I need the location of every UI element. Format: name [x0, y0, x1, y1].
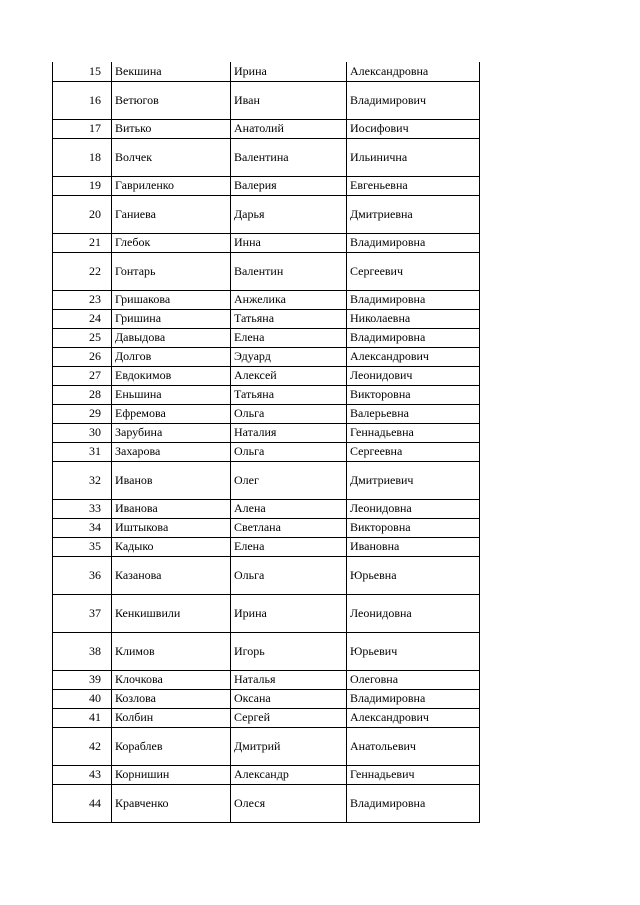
row-number-cell: 33 [53, 499, 112, 518]
patronymic-cell: Иосифович [347, 119, 480, 138]
last-name-cell: Векшина [112, 62, 231, 81]
patronymic-cell: Леонидовна [347, 499, 480, 518]
table-row [53, 366, 480, 385]
patronymic-cell: Владимировна [347, 689, 480, 708]
row-number-cell: 42 [53, 727, 112, 765]
first-name-cell: Анатолий [231, 119, 347, 138]
first-name-cell: Инна [231, 233, 347, 252]
last-name-cell: Гришина [112, 309, 231, 328]
table-row [53, 233, 480, 252]
row-number-cell: 17 [53, 119, 112, 138]
last-name-cell: Иштыкова [112, 518, 231, 537]
last-name-cell: Казанова [112, 556, 231, 594]
patronymic-cell: Викторовна [347, 518, 480, 537]
last-name-cell: Евдокимов [112, 366, 231, 385]
row-number-cell: 31 [53, 442, 112, 461]
row-number-cell: 35 [53, 537, 112, 556]
row-number-cell: 24 [53, 309, 112, 328]
last-name-cell: Волчек [112, 138, 231, 176]
first-name-cell: Светлана [231, 518, 347, 537]
first-name-cell: Оксана [231, 689, 347, 708]
last-name-cell: Клочкова [112, 670, 231, 689]
first-name-cell: Алена [231, 499, 347, 518]
table-row [53, 138, 480, 176]
last-name-cell: Иванова [112, 499, 231, 518]
table-row [53, 765, 480, 784]
names-table-body [53, 62, 480, 822]
table-row [53, 62, 480, 81]
patronymic-cell: Николаевна [347, 309, 480, 328]
row-number-cell: 43 [53, 765, 112, 784]
first-name-cell: Игорь [231, 632, 347, 670]
table-row [53, 119, 480, 138]
last-name-cell: Зарубина [112, 423, 231, 442]
first-name-cell: Анжелика [231, 290, 347, 309]
row-number-cell: 39 [53, 670, 112, 689]
first-name-cell: Ольга [231, 404, 347, 423]
last-name-cell: Козлова [112, 689, 231, 708]
patronymic-cell: Сергеевна [347, 442, 480, 461]
first-name-cell: Ольга [231, 556, 347, 594]
patronymic-cell: Анатольевич [347, 727, 480, 765]
first-name-cell: Дарья [231, 195, 347, 233]
row-number-cell: 37 [53, 594, 112, 632]
patronymic-cell: Дмитриевна [347, 195, 480, 233]
table-row [53, 556, 480, 594]
table-row [53, 670, 480, 689]
first-name-cell: Елена [231, 537, 347, 556]
row-number-cell: 27 [53, 366, 112, 385]
last-name-cell: Кенкишвили [112, 594, 231, 632]
first-name-cell: Александр [231, 765, 347, 784]
row-number-cell: 30 [53, 423, 112, 442]
last-name-cell: Кравченко [112, 784, 231, 822]
row-number-cell: 40 [53, 689, 112, 708]
last-name-cell: Иванов [112, 461, 231, 499]
row-number-cell: 44 [53, 784, 112, 822]
patronymic-cell: Владимировна [347, 784, 480, 822]
row-number-cell: 22 [53, 252, 112, 290]
table-row [53, 632, 480, 670]
patronymic-cell: Владимировна [347, 233, 480, 252]
table-row [53, 328, 480, 347]
patronymic-cell: Леонидовна [347, 594, 480, 632]
first-name-cell: Дмитрий [231, 727, 347, 765]
patronymic-cell: Ивановна [347, 537, 480, 556]
patronymic-cell: Евгеньевна [347, 176, 480, 195]
patronymic-cell: Валерьевна [347, 404, 480, 423]
table-row [53, 423, 480, 442]
table-row [53, 442, 480, 461]
first-name-cell: Сергей [231, 708, 347, 727]
table-row [53, 309, 480, 328]
table-row [53, 347, 480, 366]
last-name-cell: Долгов [112, 347, 231, 366]
names-table [52, 62, 480, 823]
table-row [53, 689, 480, 708]
last-name-cell: Гришакова [112, 290, 231, 309]
last-name-cell: Кораблев [112, 727, 231, 765]
first-name-cell: Олеся [231, 784, 347, 822]
table-row [53, 537, 480, 556]
table-row [53, 784, 480, 822]
table-row [53, 727, 480, 765]
patronymic-cell: Юрьевна [347, 556, 480, 594]
last-name-cell: Климов [112, 632, 231, 670]
table-row [53, 290, 480, 309]
first-name-cell: Валентин [231, 252, 347, 290]
last-name-cell: Корнишин [112, 765, 231, 784]
last-name-cell: Давыдова [112, 328, 231, 347]
row-number-cell: 20 [53, 195, 112, 233]
table-row [53, 252, 480, 290]
patronymic-cell: Олеговна [347, 670, 480, 689]
first-name-cell: Иван [231, 81, 347, 119]
table-row [53, 708, 480, 727]
last-name-cell: Ветюгов [112, 81, 231, 119]
patronymic-cell: Александровна [347, 62, 480, 81]
first-name-cell: Валерия [231, 176, 347, 195]
table-row [53, 176, 480, 195]
row-number-cell: 16 [53, 81, 112, 119]
last-name-cell: Еньшина [112, 385, 231, 404]
row-number-cell: 19 [53, 176, 112, 195]
patronymic-cell: Владимировна [347, 290, 480, 309]
last-name-cell: Колбин [112, 708, 231, 727]
row-number-cell: 34 [53, 518, 112, 537]
last-name-cell: Ганиева [112, 195, 231, 233]
patronymic-cell: Юрьевич [347, 632, 480, 670]
patronymic-cell: Геннадьевич [347, 765, 480, 784]
last-name-cell: Глебок [112, 233, 231, 252]
row-number-cell: 28 [53, 385, 112, 404]
last-name-cell: Ефремова [112, 404, 231, 423]
row-number-cell: 18 [53, 138, 112, 176]
first-name-cell: Алексей [231, 366, 347, 385]
patronymic-cell: Владимирович [347, 81, 480, 119]
patronymic-cell: Леонидович [347, 366, 480, 385]
patronymic-cell: Сергеевич [347, 252, 480, 290]
row-number-cell: 15 [53, 62, 112, 81]
patronymic-cell: Ильинична [347, 138, 480, 176]
row-number-cell: 26 [53, 347, 112, 366]
first-name-cell: Валентина [231, 138, 347, 176]
table-row [53, 461, 480, 499]
table-row [53, 195, 480, 233]
first-name-cell: Ирина [231, 62, 347, 81]
first-name-cell: Ольга [231, 442, 347, 461]
first-name-cell: Наталия [231, 423, 347, 442]
row-number-cell: 29 [53, 404, 112, 423]
last-name-cell: Захарова [112, 442, 231, 461]
first-name-cell: Татьяна [231, 385, 347, 404]
first-name-cell: Елена [231, 328, 347, 347]
patronymic-cell: Александрович [347, 347, 480, 366]
row-number-cell: 38 [53, 632, 112, 670]
patronymic-cell: Владимировна [347, 328, 480, 347]
first-name-cell: Наталья [231, 670, 347, 689]
table-row [53, 404, 480, 423]
patronymic-cell: Александрович [347, 708, 480, 727]
table-row [53, 499, 480, 518]
row-number-cell: 32 [53, 461, 112, 499]
first-name-cell: Ирина [231, 594, 347, 632]
first-name-cell: Татьяна [231, 309, 347, 328]
patronymic-cell: Викторовна [347, 385, 480, 404]
patronymic-cell: Дмитриевич [347, 461, 480, 499]
first-name-cell: Олег [231, 461, 347, 499]
first-name-cell: Эдуард [231, 347, 347, 366]
table-row [53, 518, 480, 537]
patronymic-cell: Геннадьевна [347, 423, 480, 442]
row-number-cell: 25 [53, 328, 112, 347]
table-row [53, 594, 480, 632]
last-name-cell: Кадыко [112, 537, 231, 556]
table-row [53, 81, 480, 119]
row-number-cell: 21 [53, 233, 112, 252]
row-number-cell: 23 [53, 290, 112, 309]
last-name-cell: Гонтарь [112, 252, 231, 290]
last-name-cell: Гавриленко [112, 176, 231, 195]
last-name-cell: Витько [112, 119, 231, 138]
row-number-cell: 36 [53, 556, 112, 594]
row-number-cell: 41 [53, 708, 112, 727]
table-row [53, 385, 480, 404]
